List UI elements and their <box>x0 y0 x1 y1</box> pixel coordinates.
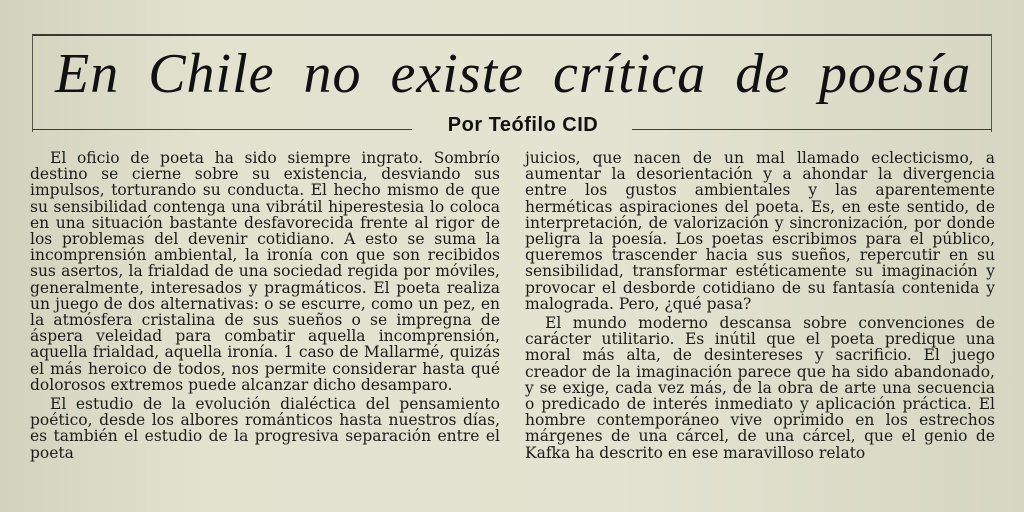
byline-row <box>32 112 990 142</box>
article-column-right <box>525 150 995 461</box>
article-title: En Chile no existe crítica de poesía <box>55 43 972 105</box>
paragraph: juicios, que nacen de un mal llamado eclecticismo, a aumentar la desorientación y a ahondar la divergencia entre los gustos ambientales y las aparentemente herméticas aspiraciones del poeta. Es, en este sentido, de interpretación, de valorización y sincronización, por donde peligra la poesía. Los poetas escribimos para el público, queremos trascender hacia sus sueños, repercutir en su sensibilidad, transformar estéticamente su imaginación y provocar el desborde cotidiano de su fantasía contenida y malograda. Pero, ¿qué pasa? <box>525 149 995 313</box>
paragraph: El mundo moderno descansa sobre convenciones de carácter utilitario. Es inútil que el poeta predique una moral más alta, de desintereses y sacrificio. El juego creador de la imaginación parece que ha sido abandonado, y se exige, cada vez más, de la obra de arte una secuencia o predicado de interés inmediato y aplicación práctica. El hombre contemporáneo vive oprimido en los estrechos márgenes de una cárcel, de una cárcel, que el genio de Kafka ha descrito en ese maravilloso relato <box>525 314 995 462</box>
paragraph: El estudio de la evolución dialéctica del pensamiento poético, desde los albores románticos hasta nuestros días, es también el estudio de la progresiva separación entre el poeta <box>30 395 500 462</box>
paragraph: El oficio de poeta ha sido siempre ingrato. Sombrío destino se cierne sobre su existencia, desviando sus impulsos, torturando su conducta. El hecho mismo de que su sensibilidad contenga una vibrátil hiperestesia lo coloca en una situación bastante desfavorecida frente al rigor de los problemas del devenir cotidiano. A esto se suma la incomprensión ambiental, la ironía con que son recibidos sus asertos, la frialdad de una sociedad regida por móviles, generalmente, interesados y pragmáticos. El poeta realiza un juego de dos alternativas: o se escurre, como un pez, en la atmósfera cristalina de sus sueños o se impregna de áspera veleidad para combatir aquella incomprensión, aquella frialdad, aquella ironía. 1 caso de Mallarmé, quizás el más heroico de todos, nos permite considerar hasta qué dolorosos extremos puede alcanzar dicho desamparo. <box>30 149 500 394</box>
article-byline: Por Teófilo CID <box>447 114 599 136</box>
byline-rule-right <box>632 129 992 130</box>
byline-rule-left <box>32 129 412 130</box>
article-column-left <box>30 150 500 461</box>
